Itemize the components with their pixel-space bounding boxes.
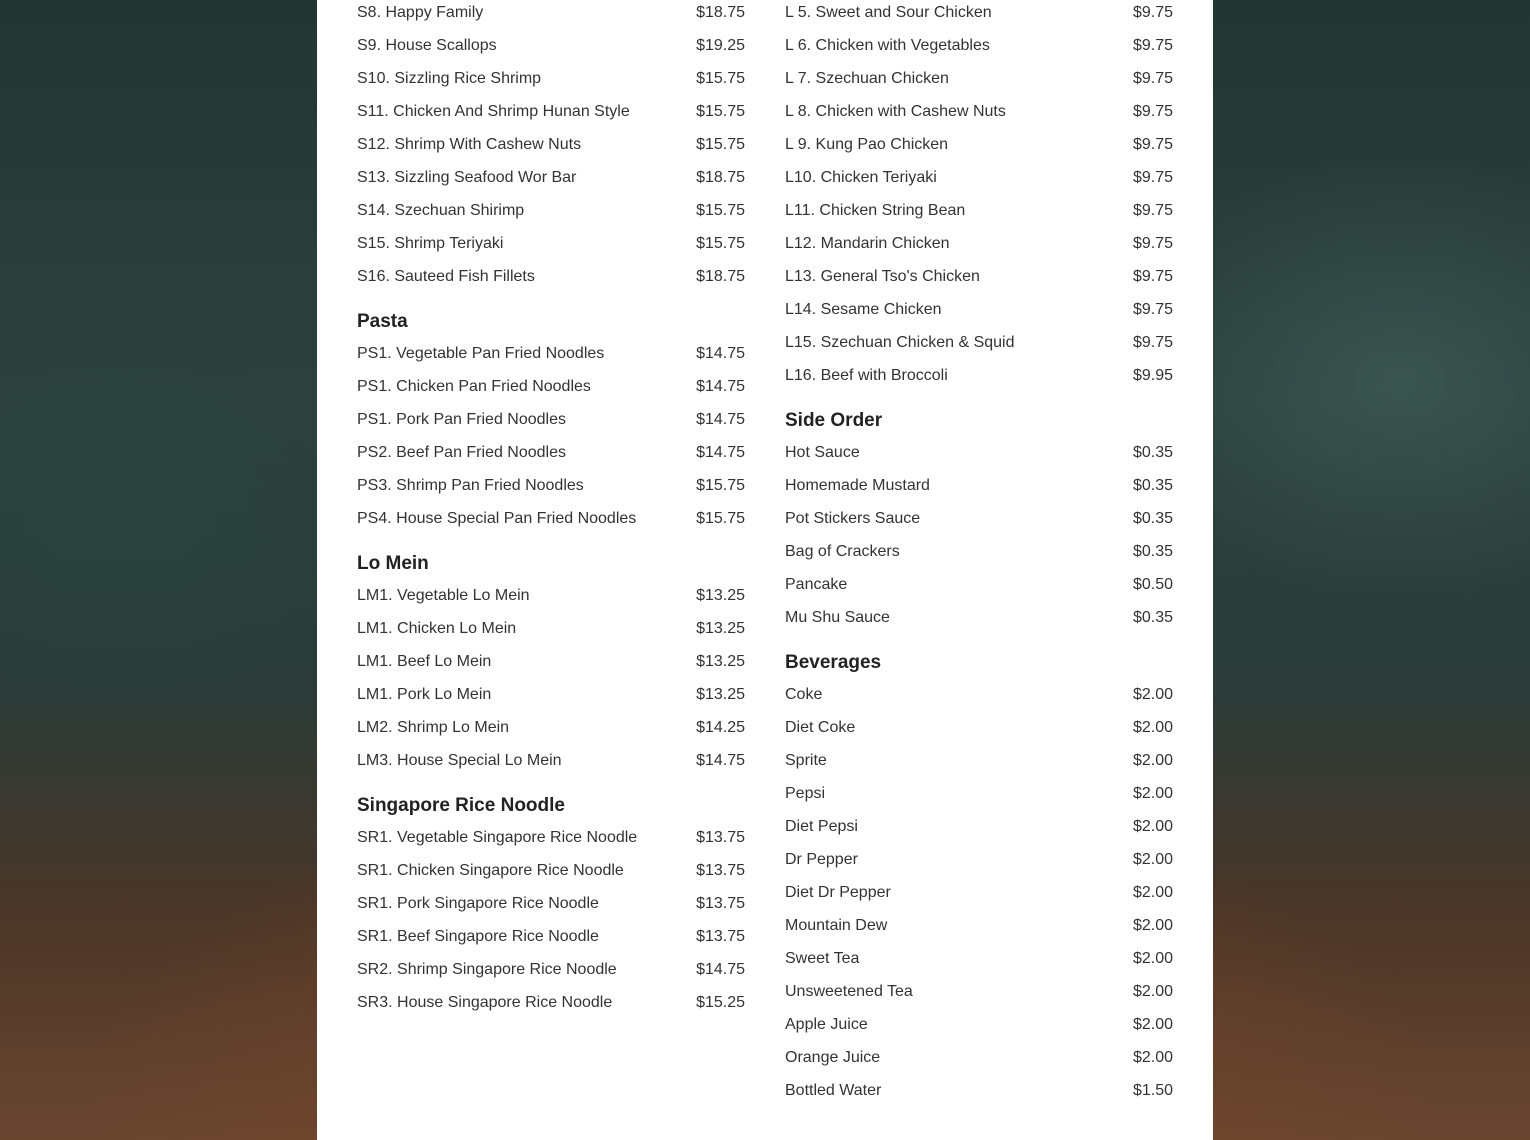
- menu-item-name: S13. Sizzling Seafood Wor Bar: [357, 168, 577, 186]
- menu-item-price: $9.95: [1132, 366, 1173, 384]
- menu-item-name: Diet Coke: [785, 718, 856, 736]
- menu-item-name: Coke: [785, 685, 823, 703]
- menu-item-row: [785, 326, 1173, 359]
- menu-item-name: Diet Pepsi: [785, 817, 858, 835]
- section-heading: Side Order: [785, 410, 883, 431]
- menu-item-row: [785, 843, 1173, 876]
- menu-item-row: [785, 436, 1173, 469]
- menu-item-price: $9.75: [1132, 300, 1173, 318]
- menu-item-price: $2.00: [1132, 883, 1173, 901]
- menu-item-name: Unsweetened Tea: [785, 982, 913, 1000]
- menu-item-name: Diet Dr Pepper: [785, 883, 891, 901]
- menu-item-price: $14.75: [696, 751, 745, 769]
- menu-item-row: [357, 579, 745, 612]
- menu-item-row: [357, 95, 745, 128]
- menu-item-name: PS1. Vegetable Pan Fried Noodles: [357, 344, 605, 362]
- section-heading: Lo Mein: [357, 553, 429, 574]
- menu-item-row: [357, 337, 745, 370]
- menu-item-row: [357, 986, 745, 1019]
- side-order-list: [785, 436, 1173, 634]
- menu-item-name: LM1. Pork Lo Mein: [357, 685, 492, 703]
- menu-item-price: $13.75: [696, 894, 745, 912]
- menu-item-price: $13.25: [696, 685, 745, 703]
- menu-item-row: [357, 887, 745, 920]
- menu-item-price: $15.75: [696, 509, 745, 527]
- menu-item-row: [357, 128, 745, 161]
- menu-item-row: [785, 62, 1173, 95]
- menu-item-name: Hot Sauce: [785, 443, 860, 461]
- menu-item-price: $14.75: [696, 344, 745, 362]
- menu-item-name: L 6. Chicken with Vegetables: [785, 36, 990, 54]
- menu-item-row: [357, 821, 745, 854]
- menu-item-price: $2.00: [1132, 685, 1173, 703]
- menu-item-row: [357, 711, 745, 744]
- menu-item-row: [785, 711, 1173, 744]
- menu-item-price: $9.75: [1132, 36, 1173, 54]
- menu-item-row: [785, 128, 1173, 161]
- menu-item-row: [357, 502, 745, 535]
- menu-item-price: $0.35: [1132, 443, 1173, 461]
- menu-item-name: SR1. Vegetable Singapore Rice Noodle: [357, 828, 638, 846]
- menu-item-name: Sweet Tea: [785, 949, 860, 967]
- menu-item-name: Bottled Water: [785, 1081, 882, 1099]
- menu-item-price: $9.75: [1132, 102, 1173, 120]
- menu-item-row: [785, 678, 1173, 711]
- menu-item-row: [357, 436, 745, 469]
- menu-item-name: Homemade Mustard: [785, 476, 930, 494]
- menu-item-row: [357, 227, 745, 260]
- menu-item-name: S11. Chicken And Shrimp Hunan Style: [357, 102, 630, 120]
- menu-item-price: $0.35: [1132, 542, 1173, 560]
- menu-item-name: PS2. Beef Pan Fried Noodles: [357, 443, 567, 461]
- menu-item-name: Orange Juice: [785, 1048, 881, 1066]
- menu-item-name: S16. Sauteed Fish Fillets: [357, 267, 535, 285]
- menu-item-name: L13. General Tso's Chicken: [785, 267, 980, 285]
- menu-item-name: PS1. Pork Pan Fried Noodles: [357, 410, 566, 428]
- menu-item-name: Sprite: [785, 751, 827, 769]
- menu-item-name: LM2. Shrimp Lo Mein: [357, 718, 510, 736]
- menu-item-price: $13.25: [696, 586, 745, 604]
- menu-item-row: [785, 1041, 1173, 1074]
- menu-item-price: $2.00: [1132, 718, 1173, 736]
- menu-item-row: [357, 469, 745, 502]
- menu-item-row: [785, 0, 1173, 29]
- menu-item-row: [357, 854, 745, 887]
- menu-item-row: [785, 95, 1173, 128]
- seafood-list: [357, 0, 745, 293]
- lunch-list: [785, 0, 1173, 392]
- menu-item-name: Mountain Dew: [785, 916, 888, 934]
- menu-item-row: [785, 942, 1173, 975]
- menu-item-price: $9.75: [1132, 3, 1173, 21]
- menu-item-name: S14. Szechuan Shirimp: [357, 201, 525, 219]
- menu-item-row: [785, 810, 1173, 843]
- menu-item-row: [785, 194, 1173, 227]
- menu-item-price: $9.75: [1132, 234, 1173, 252]
- menu-item-price: $18.75: [696, 3, 745, 21]
- menu-item-price: $0.50: [1132, 575, 1173, 593]
- menu-item-row: [785, 777, 1173, 810]
- menu-item-row: [357, 920, 745, 953]
- menu-item-name: SR1. Chicken Singapore Rice Noodle: [357, 861, 624, 879]
- menu-item-price: $15.75: [696, 201, 745, 219]
- menu-item-name: Pot Stickers Sauce: [785, 509, 921, 527]
- menu-item-price: $0.35: [1132, 608, 1173, 626]
- menu-item-price: $0.35: [1132, 476, 1173, 494]
- menu-item-name: L15. Szechuan Chicken & Squid: [785, 333, 1015, 351]
- menu-item-row: [785, 161, 1173, 194]
- menu-item-name: PS4. House Special Pan Fried Noodles: [357, 509, 637, 527]
- menu-item-name: SR1. Beef Singapore Rice Noodle: [357, 927, 599, 945]
- singapore-rice-noodle-list: [357, 821, 745, 1019]
- menu-sheet: [317, 0, 1213, 1140]
- menu-item-price: $15.25: [696, 993, 745, 1011]
- menu-item-price: $9.75: [1132, 135, 1173, 153]
- menu-item-row: [785, 29, 1173, 62]
- menu-item-row: [357, 161, 745, 194]
- section-side-order: [785, 406, 1173, 634]
- menu-item-row: [785, 1008, 1173, 1041]
- menu-item-price: $1.50: [1132, 1081, 1173, 1099]
- section-heading: Pasta: [357, 311, 408, 332]
- menu-item-row: [785, 469, 1173, 502]
- section-heading: Singapore Rice Noodle: [357, 795, 565, 816]
- menu-item-price: $13.25: [696, 619, 745, 637]
- menu-item-name: SR2. Shrimp Singapore Rice Noodle: [357, 960, 617, 978]
- section-beverages: [785, 648, 1173, 1107]
- menu-item-row: [357, 678, 745, 711]
- menu-item-row: [785, 744, 1173, 777]
- menu-item-name: L11. Chicken String Bean: [785, 201, 966, 219]
- menu-item-row: [357, 62, 745, 95]
- lo-mein-list: [357, 579, 745, 777]
- menu-item-row: [785, 568, 1173, 601]
- menu-item-name: LM1. Beef Lo Mein: [357, 652, 492, 670]
- menu-item-row: [357, 612, 745, 645]
- menu-item-price: $2.00: [1132, 949, 1173, 967]
- menu-column-right: [785, 0, 1173, 1107]
- menu-item-row: [357, 744, 745, 777]
- menu-item-price: $2.00: [1132, 1048, 1173, 1066]
- section-pasta: [357, 307, 745, 535]
- menu-item-price: $0.35: [1132, 509, 1173, 527]
- menu-item-name: S15. Shrimp Teriyaki: [357, 234, 504, 252]
- menu-item-name: PS3. Shrimp Pan Fried Noodles: [357, 476, 584, 494]
- menu-item-row: [785, 260, 1173, 293]
- menu-item-price: $15.75: [696, 234, 745, 252]
- menu-item-row: [785, 601, 1173, 634]
- menu-item-name: L 9. Kung Pao Chicken: [785, 135, 949, 153]
- menu-item-row: [357, 403, 745, 436]
- menu-item-price: $15.75: [696, 476, 745, 494]
- menu-item-price: $2.00: [1132, 850, 1173, 868]
- menu-item-name: Pancake: [785, 575, 848, 593]
- menu-item-price: $15.75: [696, 102, 745, 120]
- menu-item-price: $18.75: [696, 267, 745, 285]
- menu-item-name: L 8. Chicken with Cashew Nuts: [785, 102, 1006, 120]
- menu-item-name: L 7. Szechuan Chicken: [785, 69, 949, 87]
- menu-item-price: $14.75: [696, 960, 745, 978]
- menu-item-name: LM3. House Special Lo Mein: [357, 751, 562, 769]
- section-singapore-rice-noodle: [357, 791, 745, 1019]
- menu-item-price: $15.75: [696, 69, 745, 87]
- menu-item-row: [785, 876, 1173, 909]
- menu-item-row: [357, 260, 745, 293]
- menu-item-row: [785, 535, 1173, 568]
- menu-item-name: Pepsi: [785, 784, 826, 802]
- menu-item-name: S12. Shrimp With Cashew Nuts: [357, 135, 582, 153]
- menu-item-row: [785, 293, 1173, 326]
- menu-item-price: $13.25: [696, 652, 745, 670]
- menu-item-name: SR3. House Singapore Rice Noodle: [357, 993, 613, 1011]
- menu-item-price: $18.75: [696, 168, 745, 186]
- menu-item-row: [357, 645, 745, 678]
- menu-item-name: S8. Happy Family: [357, 3, 484, 21]
- menu-item-row: [785, 359, 1173, 392]
- menu-item-name: Dr Pepper: [785, 850, 858, 868]
- menu-item-price: $2.00: [1132, 916, 1173, 934]
- menu-item-price: $13.75: [696, 828, 745, 846]
- section-lo-mein: [357, 549, 745, 777]
- menu-item-price: $9.75: [1132, 69, 1173, 87]
- menu-item-price: $14.75: [696, 377, 745, 395]
- section-heading: Beverages: [785, 652, 882, 673]
- menu-item-price: $13.75: [696, 861, 745, 879]
- menu-item-name: LM1. Chicken Lo Mein: [357, 619, 517, 637]
- menu-item-name: S10. Sizzling Rice Shrimp: [357, 69, 542, 87]
- menu-item-price: $15.75: [696, 135, 745, 153]
- menu-item-price: $13.75: [696, 927, 745, 945]
- menu-item-row: [785, 227, 1173, 260]
- menu-item-price: $2.00: [1132, 751, 1173, 769]
- menu-item-name: Bag of Crackers: [785, 542, 900, 560]
- menu-item-price: $9.75: [1132, 168, 1173, 186]
- menu-item-price: $2.00: [1132, 784, 1173, 802]
- menu-item-price: $2.00: [1132, 817, 1173, 835]
- menu-item-price: $2.00: [1132, 982, 1173, 1000]
- menu-item-name: SR1. Pork Singapore Rice Noodle: [357, 894, 599, 912]
- menu-item-price: $19.25: [696, 36, 745, 54]
- menu-item-name: Mu Shu Sauce: [785, 608, 890, 626]
- menu-item-name: LM1. Vegetable Lo Mein: [357, 586, 530, 604]
- menu-item-name: Apple Juice: [785, 1015, 868, 1033]
- menu-item-name: L12. Mandarin Chicken: [785, 234, 950, 252]
- beverages-list: [785, 678, 1173, 1107]
- menu-item-name: L14. Sesame Chicken: [785, 300, 942, 318]
- menu-item-price: $9.75: [1132, 201, 1173, 219]
- menu-item-price: $14.75: [696, 443, 745, 461]
- menu-item-name: L16. Beef with Broccoli: [785, 366, 948, 384]
- menu-item-row: [785, 975, 1173, 1008]
- menu-column-left: [357, 0, 745, 1019]
- menu-item-price: $14.25: [696, 718, 745, 736]
- menu-item-row: [785, 909, 1173, 942]
- menu-item-row: [357, 0, 745, 29]
- menu-item-price: $2.00: [1132, 1015, 1173, 1033]
- menu-item-price: $14.75: [696, 410, 745, 428]
- menu-item-name: L10. Chicken Teriyaki: [785, 168, 937, 186]
- menu-item-row: [357, 194, 745, 227]
- menu-item-row: [357, 370, 745, 403]
- menu-item-name: S9. House Scallops: [357, 36, 497, 54]
- menu-item-row: [357, 953, 745, 986]
- pasta-list: [357, 337, 745, 535]
- menu-item-row: [785, 502, 1173, 535]
- menu-item-name: L 5. Sweet and Sour Chicken: [785, 3, 992, 21]
- menu-item-price: $9.75: [1132, 267, 1173, 285]
- menu-item-row: [785, 1074, 1173, 1107]
- menu-item-price: $9.75: [1132, 333, 1173, 351]
- menu-item-row: [357, 29, 745, 62]
- menu-item-name: PS1. Chicken Pan Fried Noodles: [357, 377, 591, 395]
